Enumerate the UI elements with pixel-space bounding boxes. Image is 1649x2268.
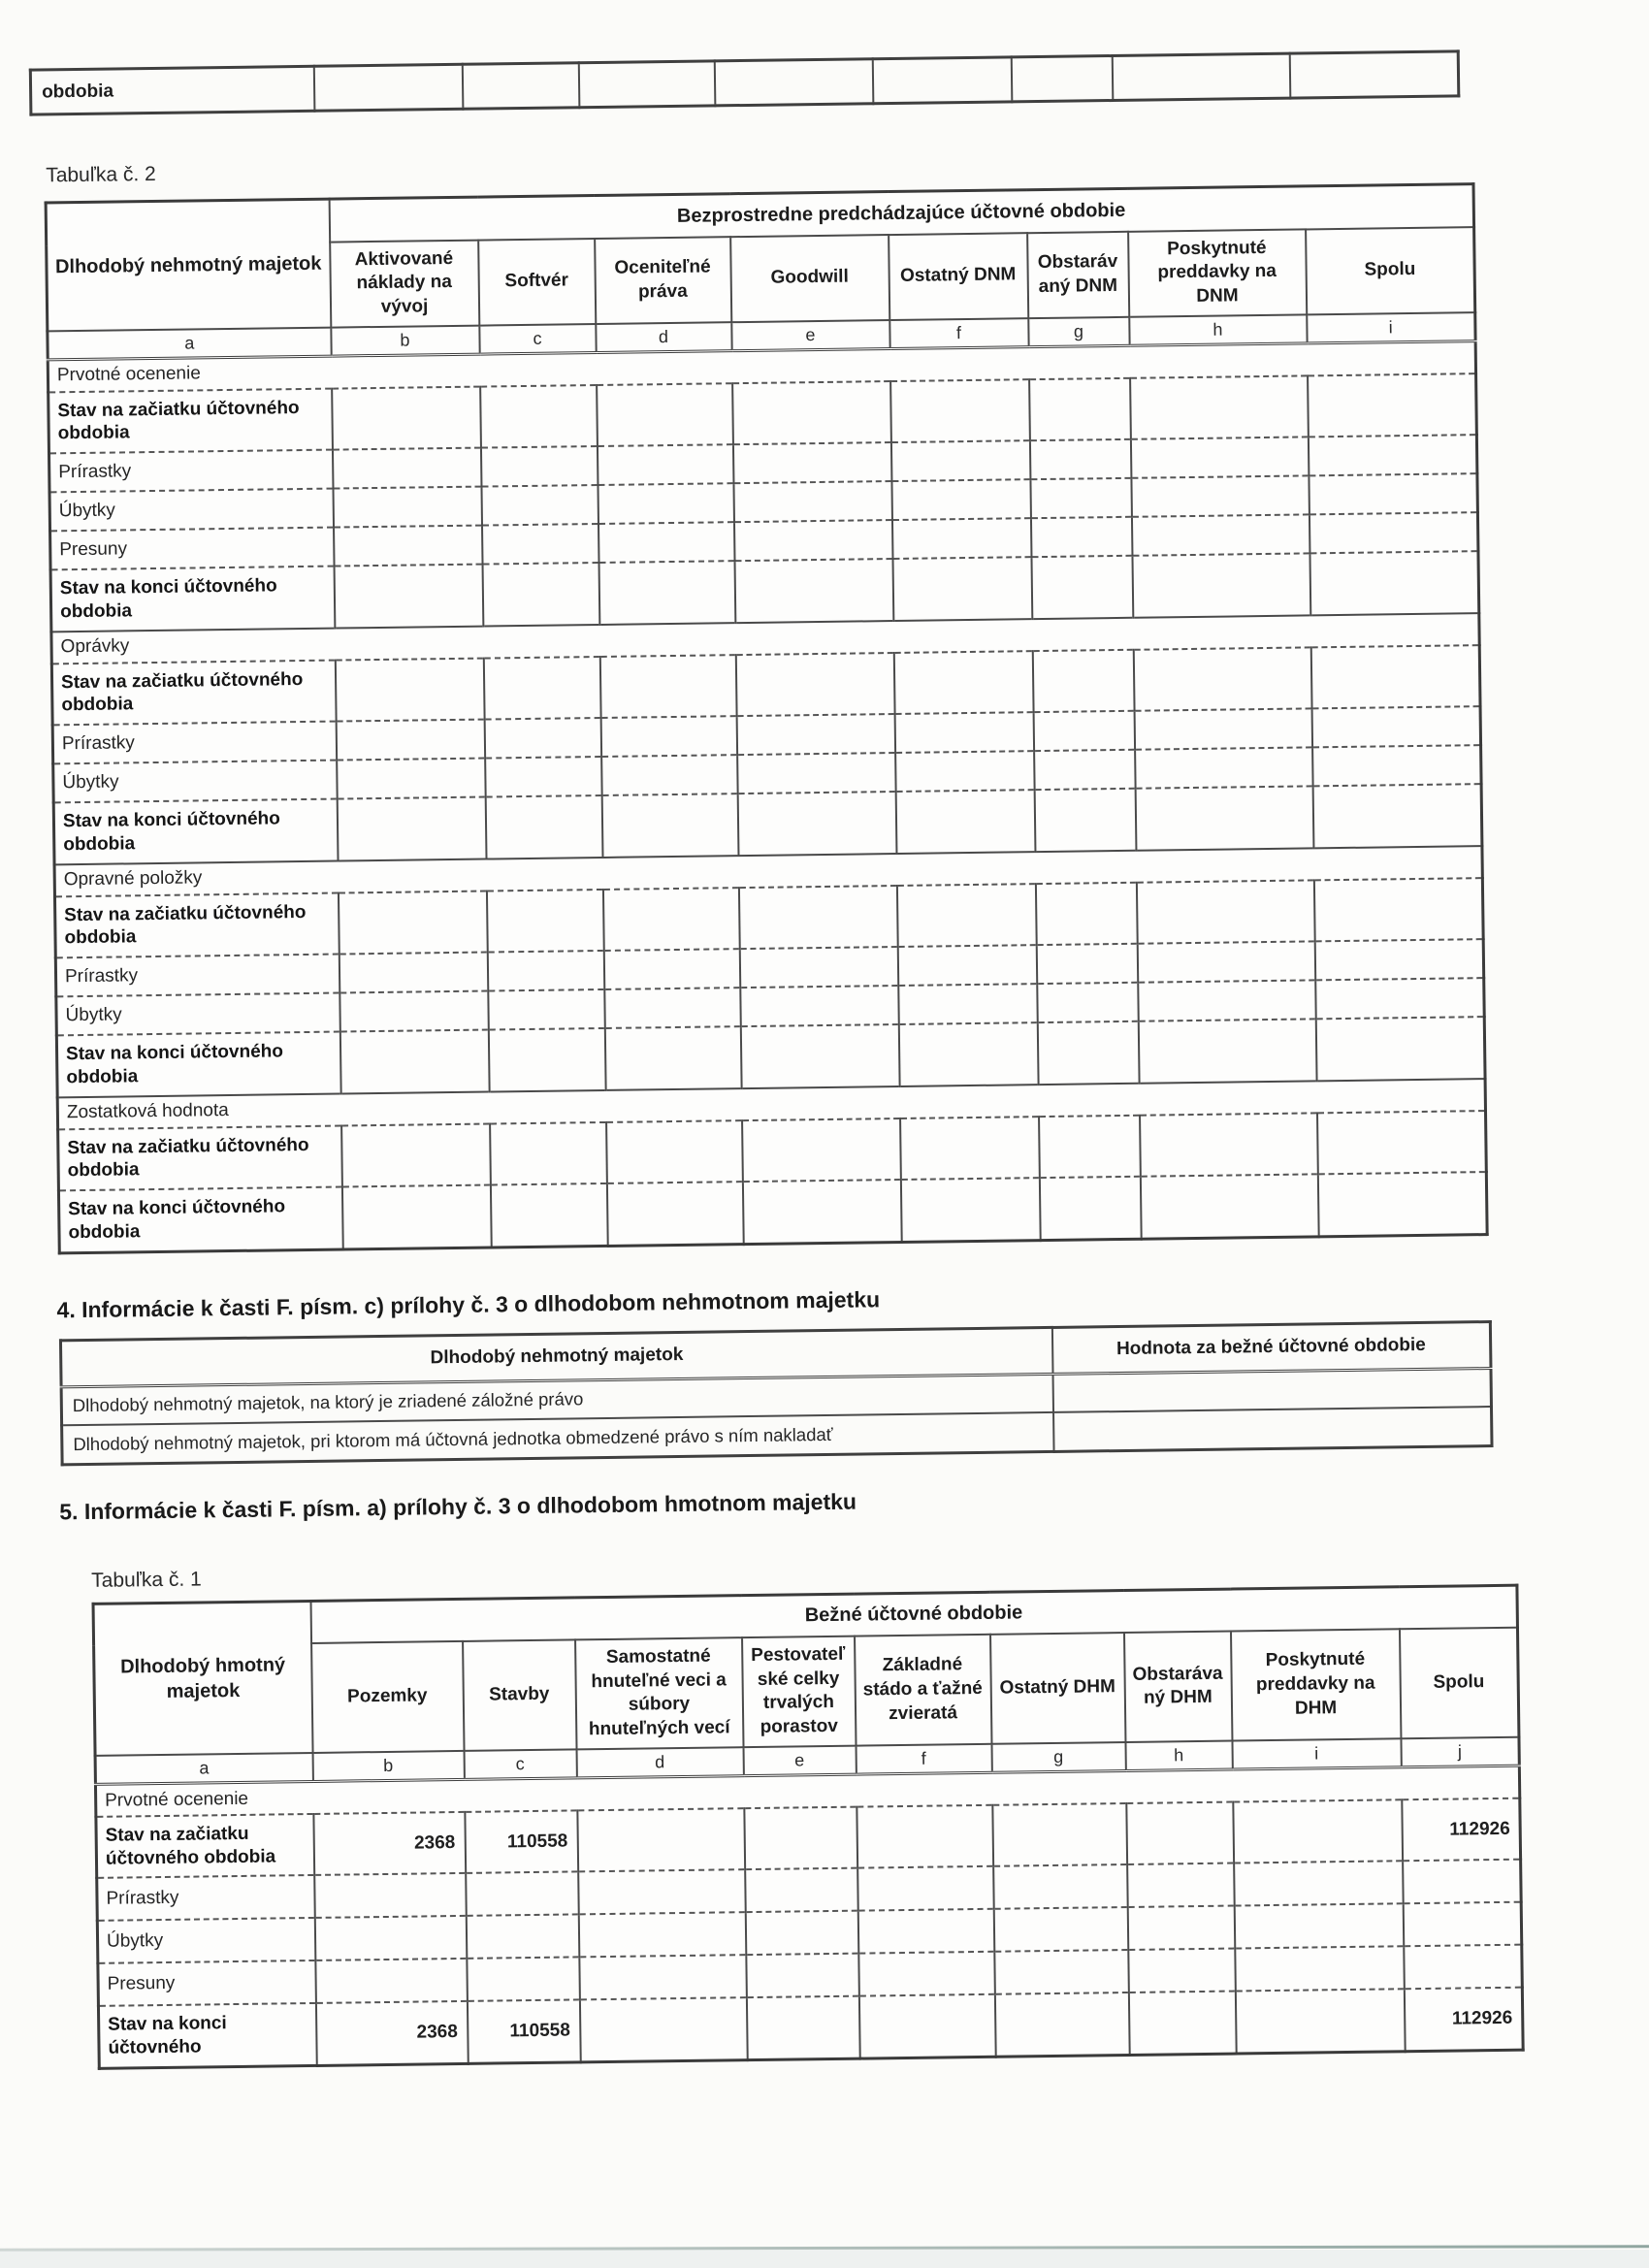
empty-cell xyxy=(600,716,737,757)
row-label: Presuny xyxy=(98,1960,316,2006)
row-label: Úbytky xyxy=(97,1918,315,1963)
empty-cell xyxy=(336,720,485,761)
empty-cell xyxy=(1312,745,1482,786)
empty-cell xyxy=(466,1915,579,1960)
empty-cell xyxy=(1112,53,1290,100)
intangible-assets-note-table xyxy=(59,1320,1494,1466)
empty-cell xyxy=(893,651,1033,714)
empty-cell xyxy=(606,1120,743,1183)
row-label: Prírastky xyxy=(97,1875,315,1921)
empty-cell xyxy=(338,891,487,954)
column-header: Spolu xyxy=(1306,227,1475,314)
empty-cell xyxy=(1234,1904,1404,1949)
empty-cell xyxy=(1233,1799,1403,1863)
empty-cell xyxy=(485,795,602,859)
empty-cell xyxy=(332,448,481,489)
empty-cell xyxy=(740,986,899,1026)
empty-cell xyxy=(734,559,893,623)
empty-cell xyxy=(1128,1992,1236,2055)
section-label: Prvotné ocenenie xyxy=(48,341,1475,392)
empty-cell xyxy=(897,945,1037,986)
column-header: Samostatné hnuteľné veci a súbory hnuteľných vecí xyxy=(575,1637,743,1749)
empty-cell xyxy=(340,991,489,1032)
empty-cell xyxy=(1031,556,1133,619)
empty-cell xyxy=(466,1872,579,1917)
empty-cell xyxy=(315,1959,468,2003)
empty-cell xyxy=(483,657,600,720)
empty-cell xyxy=(482,563,599,626)
empty-cell xyxy=(1030,517,1132,557)
column-header: Goodwill xyxy=(730,235,889,322)
empty-cell xyxy=(745,1868,858,1913)
empty-cell xyxy=(467,1958,580,2002)
note-col2-header: Hodnota za bežné účtovné obdobie xyxy=(1051,1321,1491,1374)
row-label: Presuny xyxy=(50,528,334,570)
empty-cell xyxy=(1310,645,1480,709)
empty-cell xyxy=(736,714,895,755)
column-header: Oceniteľné práva xyxy=(595,237,731,324)
empty-cell xyxy=(1235,1990,1405,2054)
empty-cell xyxy=(313,64,463,111)
empty-cell xyxy=(1036,944,1138,984)
empty-cell xyxy=(480,446,598,487)
empty-cell xyxy=(578,61,715,108)
empty-cell xyxy=(314,1873,467,1918)
corner-header: Dlhodobý nehmotný majetok xyxy=(46,199,331,331)
empty-cell xyxy=(1130,437,1309,477)
empty-cell xyxy=(895,751,1035,792)
empty-cell xyxy=(735,653,894,717)
column-letter: a xyxy=(48,327,331,360)
table-2-intangible-assets xyxy=(45,182,1489,1254)
empty-cell xyxy=(892,557,1032,620)
empty-cell xyxy=(894,712,1034,753)
empty-cell xyxy=(1317,1111,1487,1175)
empty-cell xyxy=(606,1182,743,1246)
empty-cell xyxy=(1037,983,1139,1022)
row-label: obdobia xyxy=(30,66,314,114)
empty-cell xyxy=(1052,1368,1491,1412)
empty-cell xyxy=(487,951,604,991)
empty-cell xyxy=(332,386,481,449)
empty-cell xyxy=(482,524,599,565)
column-header: Ostatný DNM xyxy=(889,233,1028,320)
empty-cell xyxy=(1404,1945,1523,1990)
empty-cell xyxy=(1011,56,1113,102)
column-letter: b xyxy=(331,325,479,356)
row-label: Prírastky xyxy=(48,450,332,493)
empty-cell xyxy=(1308,435,1477,475)
corner-header: Dlhodobý hmotný majetok xyxy=(93,1601,312,1756)
empty-cell xyxy=(1137,941,1315,982)
column-letter: a xyxy=(95,1753,312,1785)
empty-cell xyxy=(1313,878,1483,942)
column-letter: c xyxy=(464,1749,576,1780)
empty-cell xyxy=(714,59,873,106)
empty-cell xyxy=(993,1907,1128,1952)
empty-cell xyxy=(1127,1863,1235,1907)
section-label: Zostatková hodnota xyxy=(57,1079,1485,1129)
empty-cell xyxy=(604,1026,741,1089)
column-header: Základné stádo a ťažné zvieratá xyxy=(855,1635,991,1746)
empty-cell xyxy=(872,57,1012,104)
row-label: Stav na začiatku účtovného obdobia xyxy=(54,892,339,957)
empty-cell xyxy=(733,520,892,561)
empty-cell xyxy=(1140,1113,1318,1177)
empty-cell xyxy=(1134,708,1312,749)
empty-cell xyxy=(992,1803,1127,1866)
empty-cell xyxy=(337,797,486,860)
row-label: Prírastky xyxy=(52,722,336,764)
empty-cell xyxy=(896,884,1036,947)
empty-cell xyxy=(481,485,598,526)
column-header: Poskytnuté preddavky na DHM xyxy=(1230,1629,1400,1740)
empty-cell xyxy=(1133,647,1311,711)
empty-cell xyxy=(1035,882,1137,945)
empty-cell xyxy=(1235,1947,1405,1992)
empty-cell xyxy=(898,984,1038,1024)
row-label: Stav na konci účtovného obdobia xyxy=(53,799,338,864)
scan-edge-band xyxy=(0,2250,1649,2268)
row-label: Stav na začiatku účtovného obdobia xyxy=(51,660,336,725)
row-label: Stav na konci účtovného obdobia xyxy=(58,1187,342,1253)
column-letter: b xyxy=(312,1751,464,1782)
row-label: Stav na začiatku účtovného obdobia xyxy=(58,1125,342,1190)
row-label: Stav na začiatku účtovného obdobia xyxy=(96,1814,314,1878)
column-letter: i xyxy=(1232,1738,1401,1769)
empty-cell xyxy=(733,481,892,522)
empty-cell xyxy=(1312,784,1482,848)
empty-cell xyxy=(1029,439,1131,479)
column-letter: e xyxy=(743,1745,856,1776)
empty-cell xyxy=(597,444,733,485)
empty-cell xyxy=(597,383,733,446)
section-label: Prvotné ocenenie xyxy=(95,1766,1519,1816)
empty-cell xyxy=(745,1911,858,1956)
empty-cell xyxy=(857,1866,994,1911)
empty-cell xyxy=(1130,375,1309,439)
column-letter: g xyxy=(991,1742,1125,1773)
empty-cell xyxy=(1309,512,1478,553)
empty-cell xyxy=(1315,978,1485,1019)
empty-cell xyxy=(1132,553,1310,617)
empty-cell xyxy=(1029,377,1131,440)
row-label: Stav na konci účtovného obdobia xyxy=(56,1032,340,1097)
empty-cell xyxy=(598,483,734,524)
empty-cell xyxy=(1138,1019,1316,1083)
empty-cell xyxy=(579,1955,747,1999)
empty-cell xyxy=(484,718,601,759)
empty-cell xyxy=(578,1869,746,1914)
period-header: Bežné účtovné obdobie xyxy=(310,1585,1517,1643)
empty-cell xyxy=(1309,473,1478,514)
column-header: Aktivované náklady na vývoj xyxy=(330,240,479,327)
empty-cell xyxy=(746,1996,859,2060)
column-header: Spolu xyxy=(1399,1628,1518,1738)
row-label: Úbytky xyxy=(49,489,333,532)
empty-cell xyxy=(1403,1902,1522,1947)
empty-cell xyxy=(746,1954,859,1998)
column-header: Softvér xyxy=(478,239,596,326)
empty-cell xyxy=(1234,1862,1404,1906)
empty-cell xyxy=(1308,373,1477,437)
empty-cell xyxy=(1053,1407,1492,1451)
empty-cell xyxy=(1034,789,1136,852)
empty-cell xyxy=(994,1993,1129,2057)
value-cell: 2368 xyxy=(315,2001,468,2065)
empty-cell xyxy=(485,757,602,797)
empty-cell xyxy=(1317,1172,1487,1236)
empty-cell xyxy=(340,1030,489,1093)
empty-cell xyxy=(738,886,897,950)
empty-cell xyxy=(1033,711,1135,751)
empty-cell xyxy=(1314,939,1484,980)
section-4-heading: 4. Informácie k časti F. písm. c) prílohy č. 3 o dlhodobom nehmotnom majetku xyxy=(56,1285,881,1322)
empty-cell xyxy=(1034,750,1136,790)
column-header: Obstarávaný DHM xyxy=(1124,1632,1232,1742)
empty-cell xyxy=(335,658,484,721)
empty-cell xyxy=(1311,706,1481,747)
row-label: Stav na konci účtovného xyxy=(98,2003,316,2068)
empty-cell xyxy=(900,1178,1040,1242)
empty-cell xyxy=(490,1122,607,1185)
empty-cell xyxy=(601,794,738,857)
row-label: Úbytky xyxy=(56,993,340,1036)
empty-cell xyxy=(1138,980,1316,1021)
empty-cell xyxy=(739,947,898,988)
empty-cell xyxy=(341,1123,491,1186)
value-cell: 110558 xyxy=(465,1810,578,1873)
empty-cell xyxy=(858,1952,995,1996)
row-label: Dlhodobý nehmotný majetok, na ktorý je zriadené záložné právo xyxy=(61,1374,1052,1425)
empty-cell xyxy=(1030,478,1132,518)
column-letter: e xyxy=(731,320,889,351)
empty-cell xyxy=(486,890,603,953)
column-header: Pozemky xyxy=(311,1641,464,1753)
table-row xyxy=(30,51,1458,114)
row-label: Stav na začiatku účtovného obdobia xyxy=(48,388,333,453)
column-letter: d xyxy=(576,1747,743,1778)
empty-cell xyxy=(480,385,598,448)
column-header: Poskytnuté preddavky na DNM xyxy=(1128,229,1307,316)
empty-cell xyxy=(604,988,741,1028)
empty-cell xyxy=(895,790,1035,853)
empty-cell xyxy=(488,1028,605,1091)
empty-cell xyxy=(737,792,896,856)
column-letter: c xyxy=(479,324,596,355)
empty-cell xyxy=(857,1909,994,1954)
row-label: Stav na konci účtovného obdobia xyxy=(50,567,335,632)
table-2-caption: Tabuľka č. 2 xyxy=(46,162,156,187)
empty-cell xyxy=(337,759,486,799)
empty-cell xyxy=(579,1997,747,2061)
empty-cell xyxy=(599,655,736,718)
empty-cell xyxy=(1135,786,1313,850)
empty-cell xyxy=(578,1912,746,1957)
empty-cell xyxy=(1135,747,1313,788)
empty-cell xyxy=(1403,1860,1522,1904)
row-label: Prírastky xyxy=(55,955,339,997)
empty-cell xyxy=(1131,475,1310,516)
empty-cell xyxy=(900,1117,1040,1180)
section-label: Opravné položky xyxy=(54,846,1482,896)
empty-cell xyxy=(1032,649,1134,712)
empty-cell xyxy=(1127,1906,1235,1950)
column-header: Pestovateľské celky trvalých porastov xyxy=(742,1636,856,1747)
empty-cell xyxy=(1140,1174,1318,1238)
value-cell: 110558 xyxy=(467,2000,580,2064)
empty-cell xyxy=(857,1805,993,1868)
period-header: Bezprostredne predchádzajúce účtovné obdobie xyxy=(329,184,1474,242)
empty-cell xyxy=(1037,1021,1139,1085)
empty-cell xyxy=(1289,51,1459,98)
table-1-caption: Tabuľka č. 1 xyxy=(91,1568,202,1592)
empty-cell xyxy=(994,1950,1129,1994)
column-letter: j xyxy=(1401,1736,1519,1767)
section-5-heading: 5. Informácie k časti F. písm. a) prílohy č. 3 o dlhodobom hmotnom majetku xyxy=(59,1488,857,1524)
empty-cell xyxy=(598,522,734,563)
column-letter: f xyxy=(856,1744,991,1775)
empty-cell xyxy=(732,442,891,483)
column-letter: d xyxy=(596,322,731,353)
value-cell: 112926 xyxy=(1404,1988,1523,2052)
empty-cell xyxy=(1131,514,1310,555)
table-1-tangible-assets xyxy=(91,1583,1524,2069)
note-col1-header: Dlhodobý nehmotný majetok xyxy=(60,1327,1052,1386)
previous-page-table-continuation xyxy=(29,49,1461,115)
empty-cell xyxy=(601,755,738,795)
empty-cell xyxy=(1126,1801,1234,1864)
column-letter: h xyxy=(1129,314,1307,345)
empty-cell xyxy=(341,1185,491,1249)
column-header: Obstarávaný DNM xyxy=(1027,231,1129,317)
column-letter: f xyxy=(889,318,1028,349)
empty-cell xyxy=(577,1808,745,1872)
empty-cell xyxy=(742,1180,901,1244)
empty-cell xyxy=(732,381,891,445)
row-label: Dlhodobý nehmotný majetok, pri ktorom má účtovná jednotka obmedzené právo s ním nakladať xyxy=(62,1412,1053,1464)
empty-cell xyxy=(314,1916,467,1960)
empty-cell xyxy=(334,565,483,628)
empty-cell xyxy=(742,1118,901,1183)
empty-cell xyxy=(603,949,740,989)
row-label: Úbytky xyxy=(53,761,337,803)
empty-cell xyxy=(1315,1017,1485,1081)
column-letter: h xyxy=(1125,1740,1232,1770)
empty-cell xyxy=(339,953,488,993)
empty-cell xyxy=(858,1994,995,2058)
empty-cell xyxy=(898,1022,1038,1085)
column-header: Ostatný DHM xyxy=(990,1633,1125,1744)
value-cell: 2368 xyxy=(313,1812,466,1876)
empty-cell xyxy=(890,440,1030,481)
empty-cell xyxy=(602,888,739,951)
empty-cell xyxy=(598,561,735,624)
column-letter: i xyxy=(1307,312,1475,343)
empty-cell xyxy=(1128,1949,1236,1993)
empty-cell xyxy=(334,526,483,567)
empty-cell xyxy=(1310,551,1479,615)
empty-cell xyxy=(490,1183,607,1247)
empty-cell xyxy=(890,379,1030,442)
empty-cell xyxy=(891,518,1031,559)
empty-cell xyxy=(1136,880,1314,944)
empty-cell xyxy=(462,63,579,110)
empty-cell xyxy=(333,487,482,528)
empty-cell xyxy=(488,989,605,1030)
empty-cell xyxy=(1039,1177,1141,1240)
empty-cell xyxy=(737,753,896,794)
section-label: Oprávky xyxy=(51,613,1479,664)
empty-cell xyxy=(993,1864,1128,1909)
empty-cell xyxy=(740,1024,899,1088)
column-header: Stavby xyxy=(463,1639,576,1750)
empty-cell xyxy=(744,1806,857,1869)
column-letter: g xyxy=(1028,316,1129,346)
value-cell: 112926 xyxy=(1402,1798,1521,1861)
empty-cell xyxy=(891,479,1031,520)
empty-cell xyxy=(1039,1115,1141,1178)
